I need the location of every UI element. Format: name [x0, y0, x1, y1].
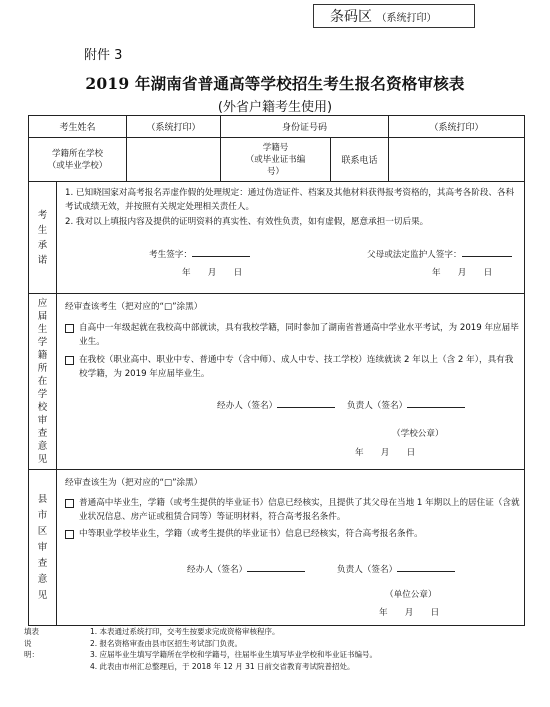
side-char: 见 — [37, 589, 48, 601]
county-leader-label: 负责人（签名） — [337, 565, 398, 575]
school-leader-row — [347, 399, 465, 413]
fill-instruction-item: 2. 报名资格审查由县市区招生考试部门负责。 — [90, 638, 243, 648]
school-leader-label: 负责人（签名） — [347, 401, 408, 411]
name-value: （系统打印） — [127, 116, 221, 138]
side-char: 诺 — [37, 254, 48, 266]
side-char: 审 — [37, 541, 48, 553]
phone-label: 联系电话 — [331, 138, 389, 182]
row-school-review — [29, 294, 525, 470]
side-char: 校 — [37, 402, 48, 413]
name-label: 考生姓名 — [29, 116, 127, 138]
side-char: 生 — [37, 224, 48, 236]
phone-value-cell[interactable] — [389, 138, 525, 182]
school-option-2-text: 在我校（职业高中、职业中专、普通中专（含中师）、成人中专、技工学校）连续就读 2 年以上（含 2 年），具有我校学籍，为 2019 年应届毕业生。 — [79, 355, 514, 379]
side-char: 县 — [37, 493, 48, 505]
side-char: 应 — [37, 298, 48, 309]
barcode-area — [313, 4, 475, 28]
side-char: 考 — [37, 209, 48, 221]
side-char: 审 — [37, 415, 48, 426]
side-char: 届 — [37, 311, 48, 322]
side-char: 见 — [37, 454, 48, 465]
school-option-2 — [65, 353, 520, 381]
barcode-label: 条码区 — [330, 9, 372, 25]
school-option-2-checkbox[interactable] — [65, 356, 74, 365]
student-sign-line[interactable] — [192, 256, 250, 257]
side-char: 学 — [37, 389, 48, 400]
row-school-info — [29, 138, 525, 182]
row-name-id — [29, 116, 525, 138]
student-id-label-line2: （或毕业证书编 — [245, 154, 306, 165]
parent-sign-label: 父母或法定监护人签字： — [367, 250, 462, 260]
county-seal-label: （单位公章） — [385, 590, 437, 600]
side-char: 承 — [37, 239, 48, 251]
side-char: 所 — [37, 363, 48, 374]
school-review-date: 年 月 日 — [355, 448, 416, 458]
student-sign-row — [149, 248, 250, 262]
school-review-heading: 经审查该考生（把对应的“□”涂黑） — [65, 302, 203, 312]
fill-instruction-item: 1. 本表通过系统打印，交考生按要求完成资格审核程序。 — [90, 627, 280, 636]
county-review-side-label — [29, 470, 57, 626]
parent-sign-line[interactable] — [462, 256, 512, 257]
side-char: 学 — [37, 337, 48, 348]
attachment-label: 附件 3 — [84, 48, 123, 63]
form-subtitle: (外省户籍考生使用) — [217, 100, 333, 115]
parent-sign-date: 年 月 日 — [432, 268, 493, 278]
school-handler-line[interactable] — [277, 407, 335, 408]
school-review-side-label — [29, 294, 57, 470]
form-title: 2019 年湖南省普通高等学校招生考生报名资格审核表 — [85, 74, 465, 93]
promise-side-label — [29, 182, 57, 294]
county-handler-line[interactable] — [247, 571, 305, 572]
student-id-label-line1: 学籍号 — [262, 142, 289, 153]
row-county-review — [29, 470, 525, 626]
school-option-1-checkbox[interactable] — [65, 324, 74, 333]
county-option-2-text: 中等职业学校毕业生，学籍（或考生提供的毕业证书）信息已经核实，符合高考报名条件。 — [79, 529, 423, 539]
fill-instruction-item: 4. 此表由市州汇总整理后，于 2018 年 12 月 31 日前交省教育考试院普招处。 — [90, 661, 355, 671]
student-sign-date: 年 月 日 — [182, 268, 243, 278]
school-option-1 — [65, 321, 520, 349]
barcode-note: （系统打印） — [376, 13, 437, 24]
id-value: （系统打印） — [389, 116, 525, 138]
county-leader-row — [337, 563, 455, 577]
school-handler-row — [217, 399, 335, 413]
side-char: 籍 — [37, 350, 48, 361]
promise-item-1: 1. 已知晓国家对高考报名弄虚作假的处理规定：通过伪造证件、档案及其他材料获得报考资格的，其高考各阶段、各科考试成绩无效，并按照有关规定处理相关责任人。 — [65, 188, 515, 212]
school-label-line2: （或毕业学校） — [47, 160, 108, 171]
side-char: 意 — [37, 573, 48, 585]
school-label — [29, 138, 127, 182]
side-char: 生 — [37, 324, 48, 335]
school-option-1-text: 自高中一年级起就在我校高中部就读，具有我校学籍，同时参加了湖南省普通高中学业水平考试，为 2019 年应届毕业生。 — [79, 323, 519, 347]
side-char: 市 — [37, 509, 48, 521]
side-char: 查 — [37, 428, 48, 439]
student-id-label — [221, 138, 331, 182]
side-char: 区 — [37, 525, 48, 537]
fill-instructions-label: 填表说明： — [24, 627, 39, 659]
parent-sign-row — [367, 248, 512, 262]
side-char: 查 — [37, 557, 48, 569]
county-leader-line[interactable] — [397, 571, 455, 572]
school-handler-label: 经办人（签名） — [217, 401, 278, 411]
promise-item-2: 2. 我对以上填报内容及提供的证明资料的真实性、有效性负责，如有虚假，愿意承担一切后果。 — [65, 217, 429, 227]
school-seal-label: （学校公章） — [392, 429, 444, 439]
county-handler-row — [187, 563, 305, 577]
side-char: 意 — [37, 441, 48, 452]
side-char: 在 — [37, 376, 48, 387]
row-promise — [29, 182, 525, 294]
county-review-date: 年 月 日 — [379, 608, 440, 618]
id-label: 身份证号码 — [221, 116, 389, 138]
county-option-2-checkbox[interactable] — [65, 530, 74, 539]
county-option-1 — [65, 496, 520, 524]
county-option-1-text: 普通高中毕业生，学籍（或考生提供的毕业证书）信息已经核实，且提供了其父母在当地 1 年期以上的居住证（含就业状况信息、房产证或租赁合同等）等证明材料，符合高考报名条件。 — [79, 498, 520, 522]
school-label-line1: 学籍所在学校 — [52, 148, 104, 159]
county-handler-label: 经办人（签名） — [187, 565, 248, 575]
student-id-label-line3: 号） — [267, 166, 285, 177]
review-form-table — [28, 115, 525, 626]
county-review-heading: 经审查该生为（把对应的“□”涂黑） — [65, 478, 203, 488]
school-leader-line[interactable] — [407, 407, 465, 408]
student-sign-label: 考生签字： — [149, 250, 192, 260]
county-option-1-checkbox[interactable] — [65, 499, 74, 508]
school-value-cell[interactable] — [127, 138, 221, 182]
fill-instruction-item: 3. 应届毕业生填写学籍所在学校和学籍号，往届毕业生填写毕业学校和毕业证书编号。 — [90, 650, 378, 659]
county-option-2 — [65, 527, 520, 541]
